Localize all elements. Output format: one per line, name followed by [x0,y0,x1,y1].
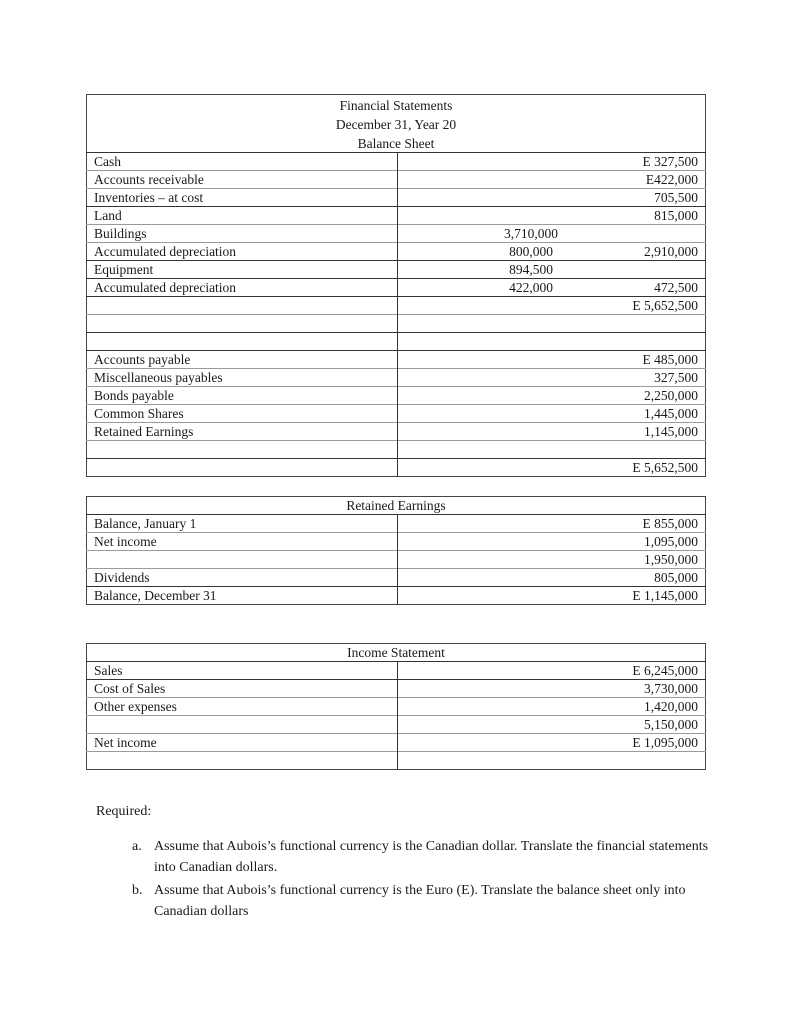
table-row [87,423,706,441]
required-section [96,804,716,924]
required-item-a [132,836,716,878]
table-row [87,243,706,261]
table-row [87,734,706,752]
row-value [398,752,706,770]
table-row [87,716,706,734]
row-value: 1,145,000 [398,423,706,441]
table-row [87,369,706,387]
statement-title: Retained Earnings [346,498,446,513]
total-liabilities-equity-row [87,459,706,477]
row-label: Retained Earnings [87,423,398,441]
row-label: Balance, January 1 [87,515,398,533]
row-value: 3,730,000 [398,680,706,698]
spacer-row [87,752,706,770]
spacer-row [87,441,706,459]
row-label: Buildings [87,225,398,243]
row-label: Cash [87,153,398,171]
row-label: Balance, December 31 [87,587,398,605]
table-row [87,551,706,569]
table-row [87,515,706,533]
table-row [87,279,706,297]
required-item-b [132,880,716,922]
row-label: Equipment [87,261,398,279]
row-subtotal: 422,000 [509,280,553,295]
row-label: Cost of Sales [87,680,398,698]
statement-title: Balance Sheet [357,136,435,151]
table-row [87,153,706,171]
table-row [87,680,706,698]
row-value: 705,500 [654,190,698,205]
statement-heading: Financial Statements [339,98,453,113]
row-value: 1,445,000 [398,405,706,423]
row-label [87,551,398,569]
row-value: E422,000 [645,172,698,187]
total-assets-value: E 5,652,500 [632,298,698,313]
table-row [87,261,706,279]
row-label: Accumulated depreciation [87,243,398,261]
statement-title: Income Statement [347,645,445,660]
table-row [87,533,706,551]
row-value: E 327,500 [642,154,698,169]
row-value: E 1,095,000 [398,734,706,752]
required-heading: Required: [96,804,152,819]
row-label [87,441,398,459]
row-value: E 1,145,000 [398,587,706,605]
table-row [87,698,706,716]
row-label: Accumulated depreciation [87,279,398,297]
row-label [87,716,398,734]
row-value: E 6,245,000 [398,662,706,680]
spacer-row [87,315,706,333]
table-row [87,225,706,243]
row-subtotal: 3,710,000 [504,226,558,241]
list-marker: a. [132,839,142,854]
table-row [87,405,706,423]
table-row [87,569,706,587]
row-subtotal: 894,500 [509,262,553,277]
balance-sheet-table [86,94,706,477]
table-row [87,351,706,369]
row-value [398,441,706,459]
row-value: 472,500 [654,280,698,295]
row-label: Dividends [87,569,398,587]
row-label: Inventories – at cost [87,189,398,207]
row-value: 1,420,000 [398,698,706,716]
statement-date: December 31, Year 20 [335,117,457,132]
total-assets-row [87,297,706,315]
income-statement-table [86,643,706,770]
row-label: Other expenses [87,698,398,716]
row-label: Net income [87,533,398,551]
required-item-text: Assume that Aubois’s functional currency is the Euro (E). Translate the balance sheet only into Canadian dollars [154,883,686,919]
row-value: 1,095,000 [398,533,706,551]
row-value: 2,910,000 [644,244,698,259]
row-label: Miscellaneous payables [87,369,398,387]
row-value: 1,950,000 [398,551,706,569]
table-row [87,189,706,207]
row-subtotal: 800,000 [509,244,553,259]
row-label: Common Shares [87,405,398,423]
row-label: Sales [87,662,398,680]
row-label [87,752,398,770]
row-label: Bonds payable [87,387,398,405]
row-label [87,459,398,477]
row-value: 5,150,000 [398,716,706,734]
spacer-row [87,333,706,351]
row-value: 2,250,000 [398,387,706,405]
row-value: 805,000 [398,569,706,587]
required-list [96,836,716,922]
table-row [87,171,706,189]
row-value: E 855,000 [398,515,706,533]
list-marker: b. [132,883,143,898]
row-label: Accounts receivable [87,171,398,189]
table-row [87,662,706,680]
row-value: 815,000 [654,208,698,223]
total-liabilities-equity-value: E 5,652,500 [398,459,706,477]
row-value: 327,500 [398,369,706,387]
row-label: Land [87,207,398,225]
required-item-text: Assume that Aubois’s functional currency is the Canadian dollar. Translate the financial statements into Canadian dollars. [154,839,709,875]
row-label [87,297,398,315]
row-value: E 485,000 [398,351,706,369]
table-row [87,207,706,225]
retained-earnings-table [86,496,706,605]
row-label: Accounts payable [87,351,398,369]
table-row [87,387,706,405]
row-label: Net income [87,734,398,752]
table-row [87,587,706,605]
